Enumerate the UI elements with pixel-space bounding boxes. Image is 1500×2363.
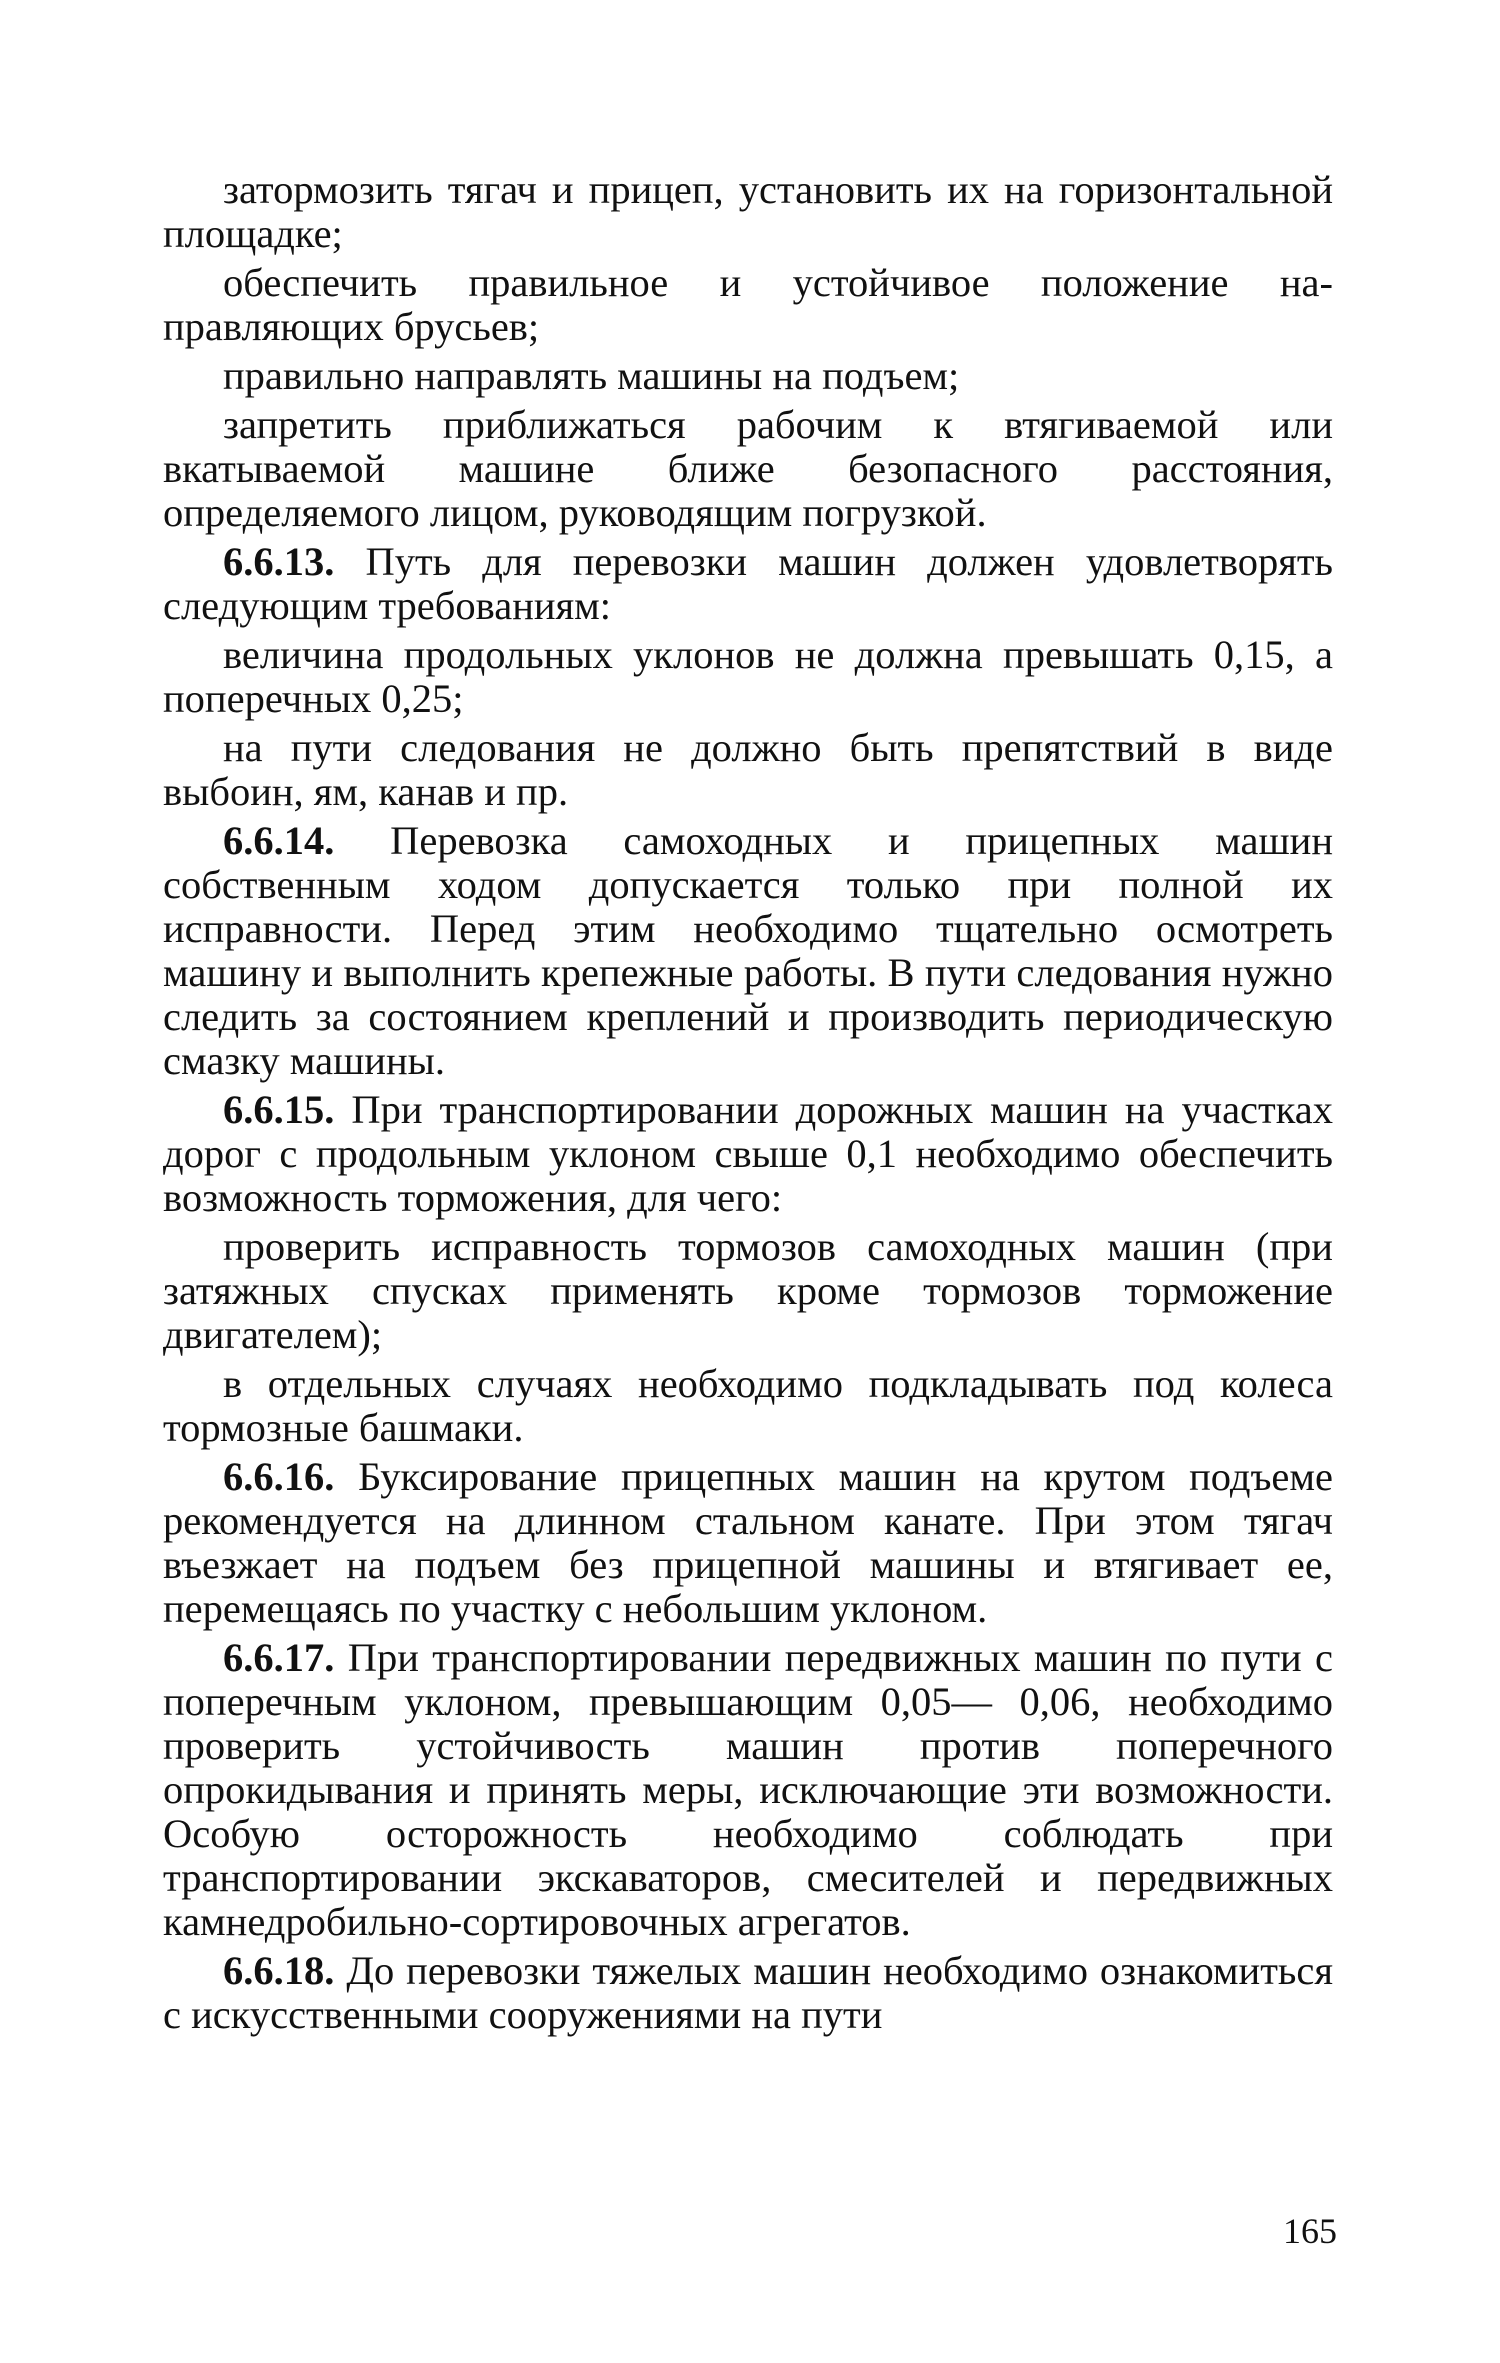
- clause-number: 6.6.13.: [223, 539, 335, 584]
- paragraph: [163, 1088, 1333, 1220]
- paragraph-text: запретить приближаться рабочим к втягиваемой или вкатываемой машине ближе безопасного расстояния, определяемого лицом, руководящим погрузкой.: [163, 402, 1333, 535]
- paragraph-text: затормозить тягач и прицеп, установить их на горизонтальной площадке;: [163, 167, 1333, 256]
- clause-number: 6.6.15.: [223, 1087, 335, 1132]
- page-body: [163, 168, 1333, 2042]
- page-number: 165: [1283, 2211, 1337, 2251]
- paragraph-text: Буксирование прицепных машин на крутом подъеме рекомендуется на длинном стальном канате. При этом тягач въезжает на подъем без прицепной машины и втягивает ее, перемещаясь по участку с небольшим уклоном.: [163, 1454, 1334, 1631]
- paragraph: [163, 633, 1333, 721]
- paragraph-text: Путь для перевозки машин должен удовлетворять следующим требованиям:: [163, 539, 1333, 628]
- paragraph-text: в отдельных случаях необходимо подкладывать под колеса тормозные башмаки.: [163, 1361, 1333, 1450]
- paragraph: [163, 1636, 1333, 1944]
- paragraph-text: на пути следования не должно быть препятствий в виде выбоин, ям, канав и пр.: [163, 725, 1333, 814]
- paragraph: [163, 1455, 1333, 1631]
- clause-number: 6.6.16.: [223, 1454, 335, 1499]
- paragraph: [163, 354, 1333, 398]
- paragraph-text: При транспортировании дорожных машин на участках дорог с продольным уклоном свыше 0,1 необходимо обеспечить возможность торможения, для чего:: [163, 1087, 1334, 1220]
- clause-number: 6.6.14.: [223, 818, 335, 863]
- paragraph: [163, 819, 1333, 1083]
- paragraph-text: правильно направлять машины на подъем;: [223, 353, 960, 398]
- paragraph: [163, 726, 1333, 814]
- paragraph: [163, 168, 1333, 256]
- paragraph-text: При транспортировании передвижных машин по пути с поперечным уклоном, превышающим 0,05— 0,06, необходимо проверить устойчивость машин против поперечного опрокидывания и принять меры, исключающие эти возможности. Особую осторожность необходимо соблюдать при транспортировании экскаваторов, смесителей и передвижных камнедробильно-сортировочных агрегатов.: [163, 1635, 1333, 1944]
- paragraph: [163, 1225, 1333, 1357]
- clause-number: 6.6.18.: [223, 1948, 335, 1993]
- paragraph: [163, 261, 1333, 349]
- paragraph-text: Перевозка самоходных и прицепных машин собственным ходом допускается только при полной их исправности. Перед этим необходимо тщательно осмотреть машину и выполнить крепежные работы. В пути следования нужно следить за состоянием креплений и производить периодическую смазку машины.: [163, 818, 1333, 1083]
- paragraph: [163, 1949, 1333, 2037]
- paragraph: [163, 540, 1333, 628]
- paragraph-text: обеспечить правильное и устойчивое положение направляющих брусьев;: [163, 260, 1333, 349]
- paragraph-text: проверить исправность тормозов самоходных машин (при затяжных спусках применять кроме тормозов торможение двигателем);: [163, 1224, 1333, 1357]
- paragraph-text: величина продольных уклонов не должна превышать 0,15, а поперечных 0,25;: [163, 632, 1333, 721]
- paragraph: [163, 1362, 1333, 1450]
- paragraph: [163, 403, 1333, 535]
- paragraph-text: До перевозки тяжелых машин необходимо ознакомиться с искусственными сооружениями на пути: [163, 1948, 1333, 2037]
- clause-number: 6.6.17.: [223, 1635, 335, 1680]
